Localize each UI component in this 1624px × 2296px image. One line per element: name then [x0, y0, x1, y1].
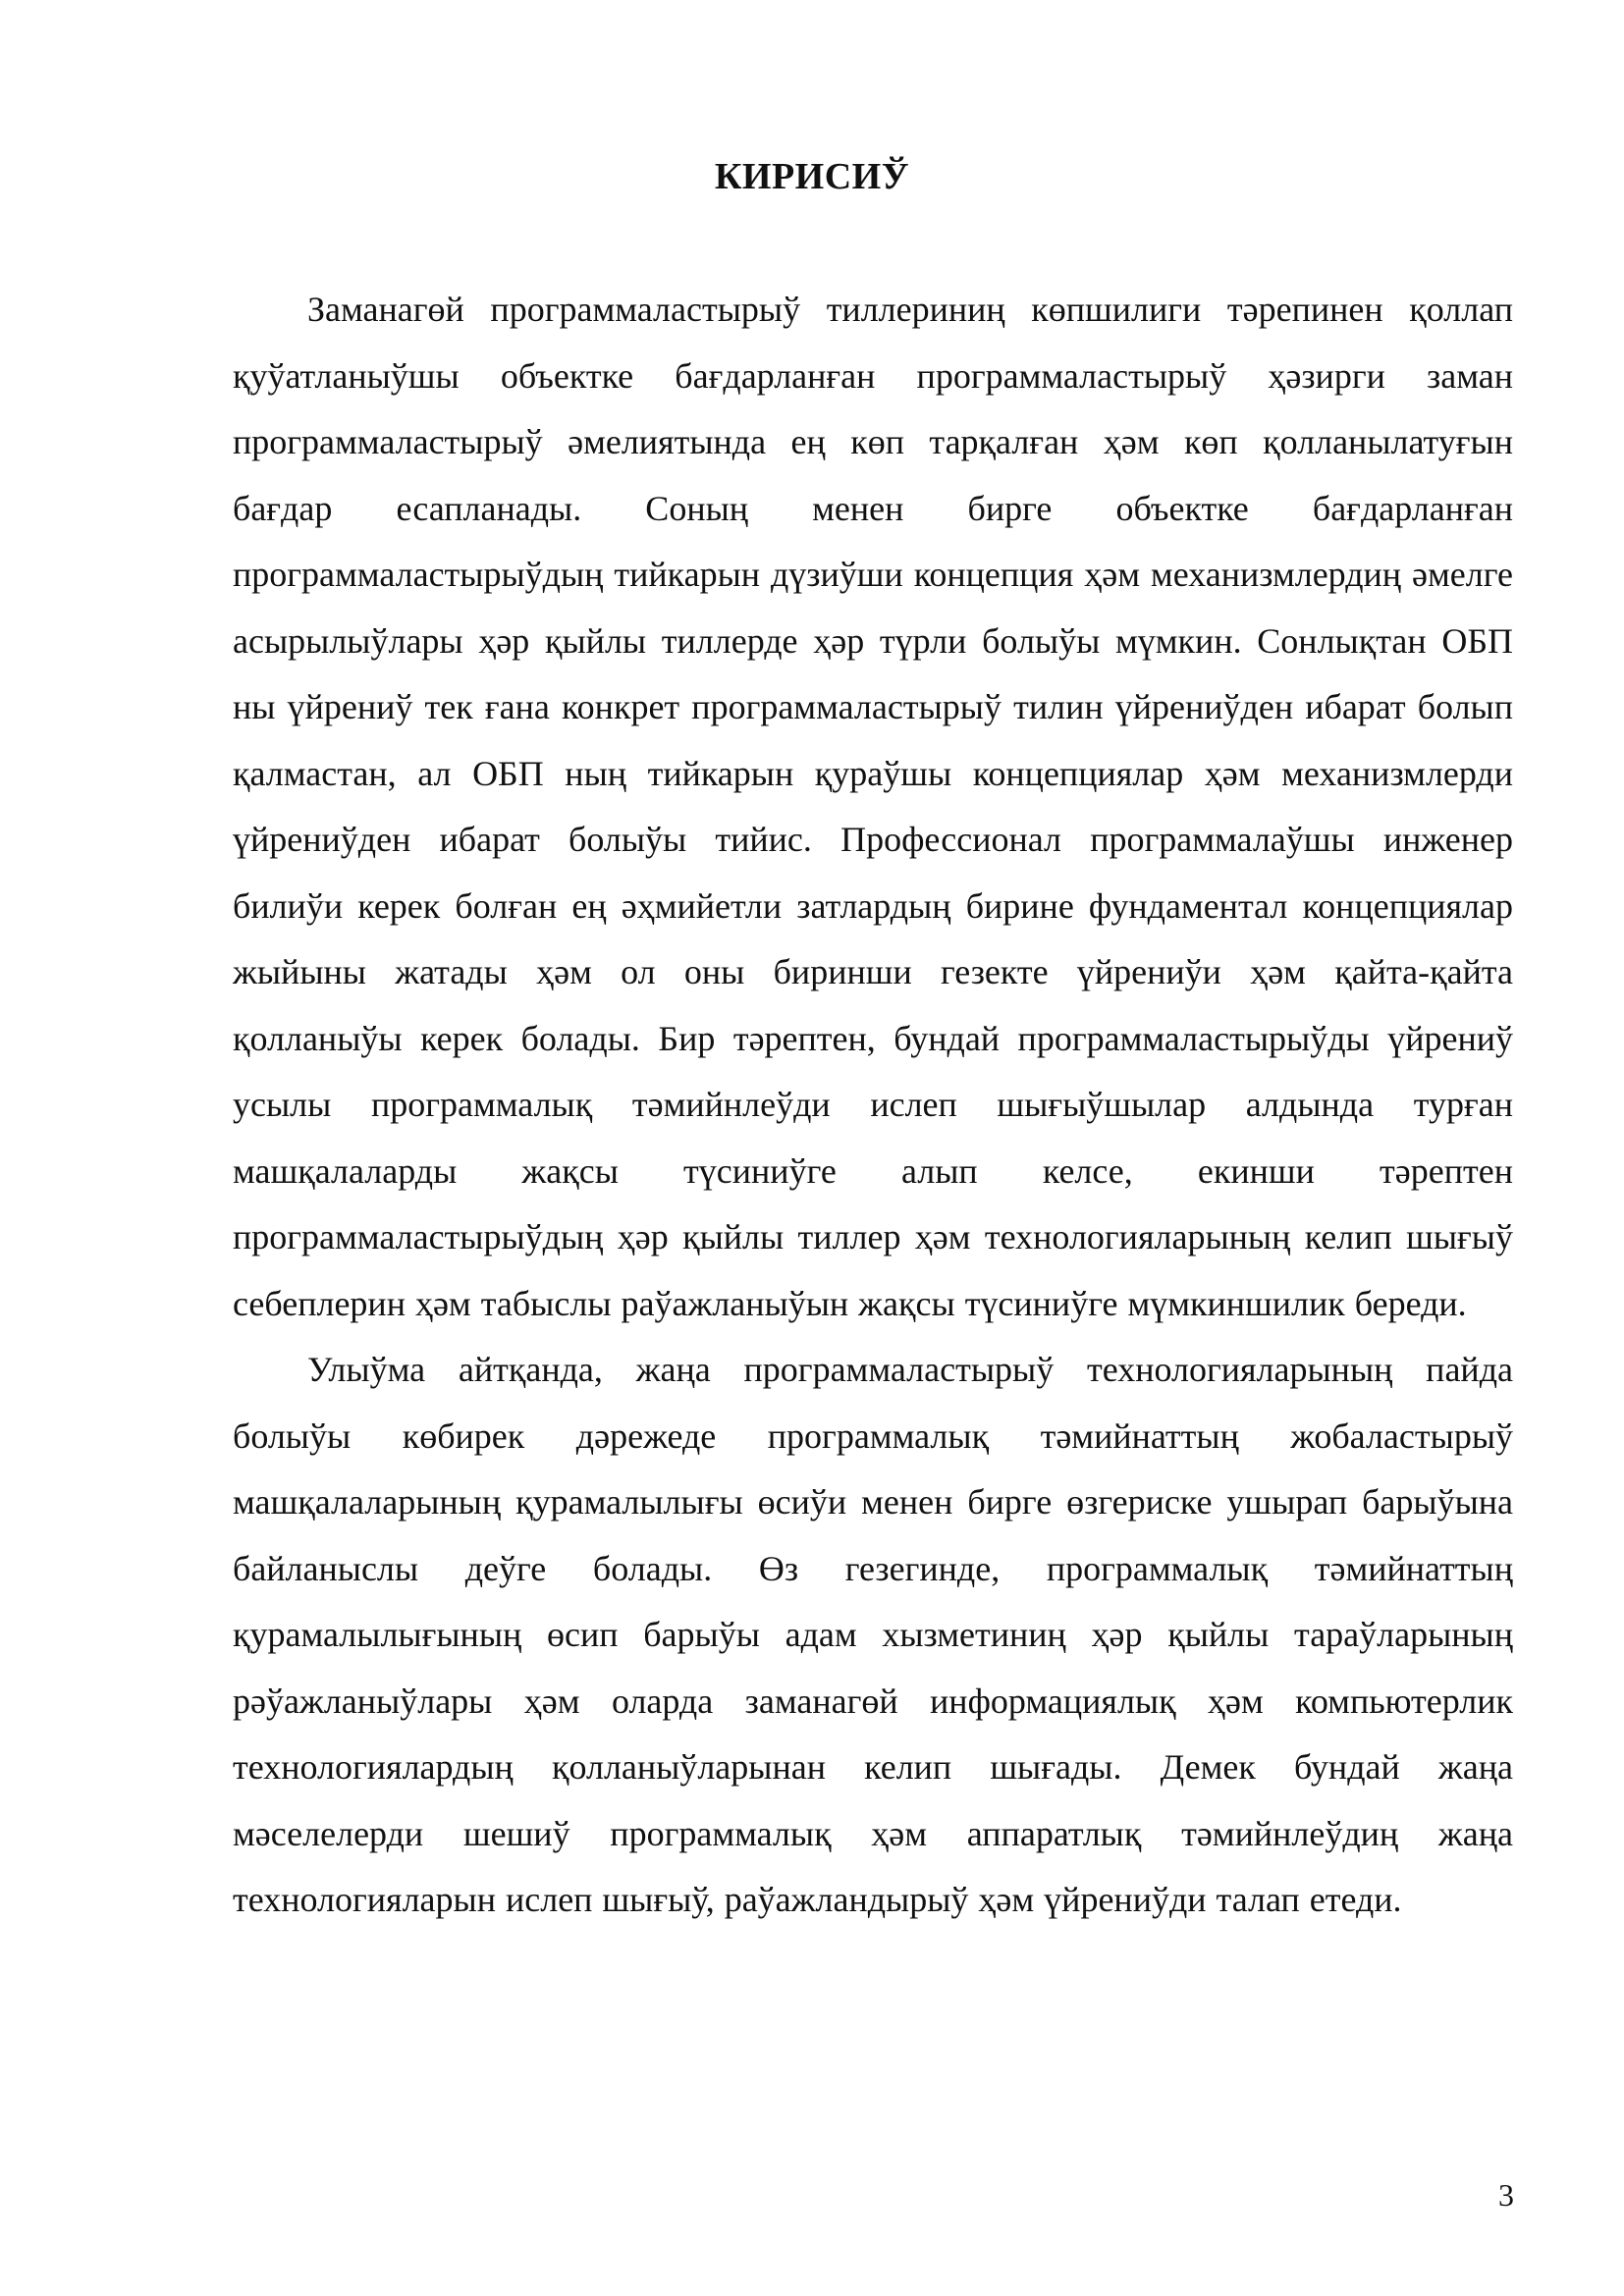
paragraph-2: Улыўма айтқанда, жаңа программаластырыў технологияларының пайда болыўы көбирек дәрежеде программалық тәмийнаттың жобаластырыў машқалаларының қурамалылығы өсиўи менен бирге өзгериске ушырап барыўына байланыслы деўге болады. Өз гезегинде, программалық тәмийнаттың қурамалылығының өсип барыўы адам хызметиниң ҳәр қыйлы тараўларының рәўажланыўлары ҳәм оларда заманагөй информациялық ҳәм компьютерлик технологиялардың қолланыўларынан келип шығады. Демек бундай жаңа мәселелерди шешиў программалық ҳәм аппаратлық тәмийнлеўдиң жаңа технологияларын ислеп шығыў, раўажландырыў ҳәм үйрениўди талап етеди.: [233, 1350, 1513, 1919]
page-number: 3: [1498, 2177, 1514, 2213]
page-title: КИРИСИЎ: [714, 156, 910, 197]
body-text: [233, 277, 1513, 1934]
paragraph-1: Заманагөй программаластырыў тиллериниң көпшилиги тәрепинен қоллап қуўатланыўшы объектке бағдарланған программаластырыў ҳәзирги заман программаластырыў әмелиятында ең көп тарқалған ҳәм көп қолланылатуғын бағдар есапланады. Соның менен бирге объектке бағдарланған программаластырыўдың тийкарын дүзиўши концепция ҳәм механизмлердиң әмелге асырылыўлары ҳәр қыйлы тиллерде ҳәр түрли болыўы мүмкин. Сонлықтан ОБП ны үйрениў тек ғана конкрет программаластырыў тилин үйрениўден ибарат болып қалмастан, ал ОБП ның тийкарын қураўшы концепциялар ҳәм механизмлерди үйрениўден ибарат болыўы тийис. Профессионал программалаўшы инженер билиўи керек болған ең әҳмийетли затлардың бирине фундаментал концепциялар жыйыны жатады ҳәм ол оны биринши гезекте үйрениўи ҳәм қайта-қайта қолланыўы керек болады. Бир тәрептен, бундай программаластырыўды үйрениў усылы программалық тәмийнлеўди ислеп шығыўшылар алдында турған машқалаларды жақсы түсиниўге алып келсе, екинши тәрептен программаластырыўдың ҳәр қыйлы тиллер ҳәм технологияларының келип шығыў себеплерин ҳәм табыслы раўажланыўын жақсы түсиниўге мүмкиншилик береди.: [233, 290, 1513, 1323]
